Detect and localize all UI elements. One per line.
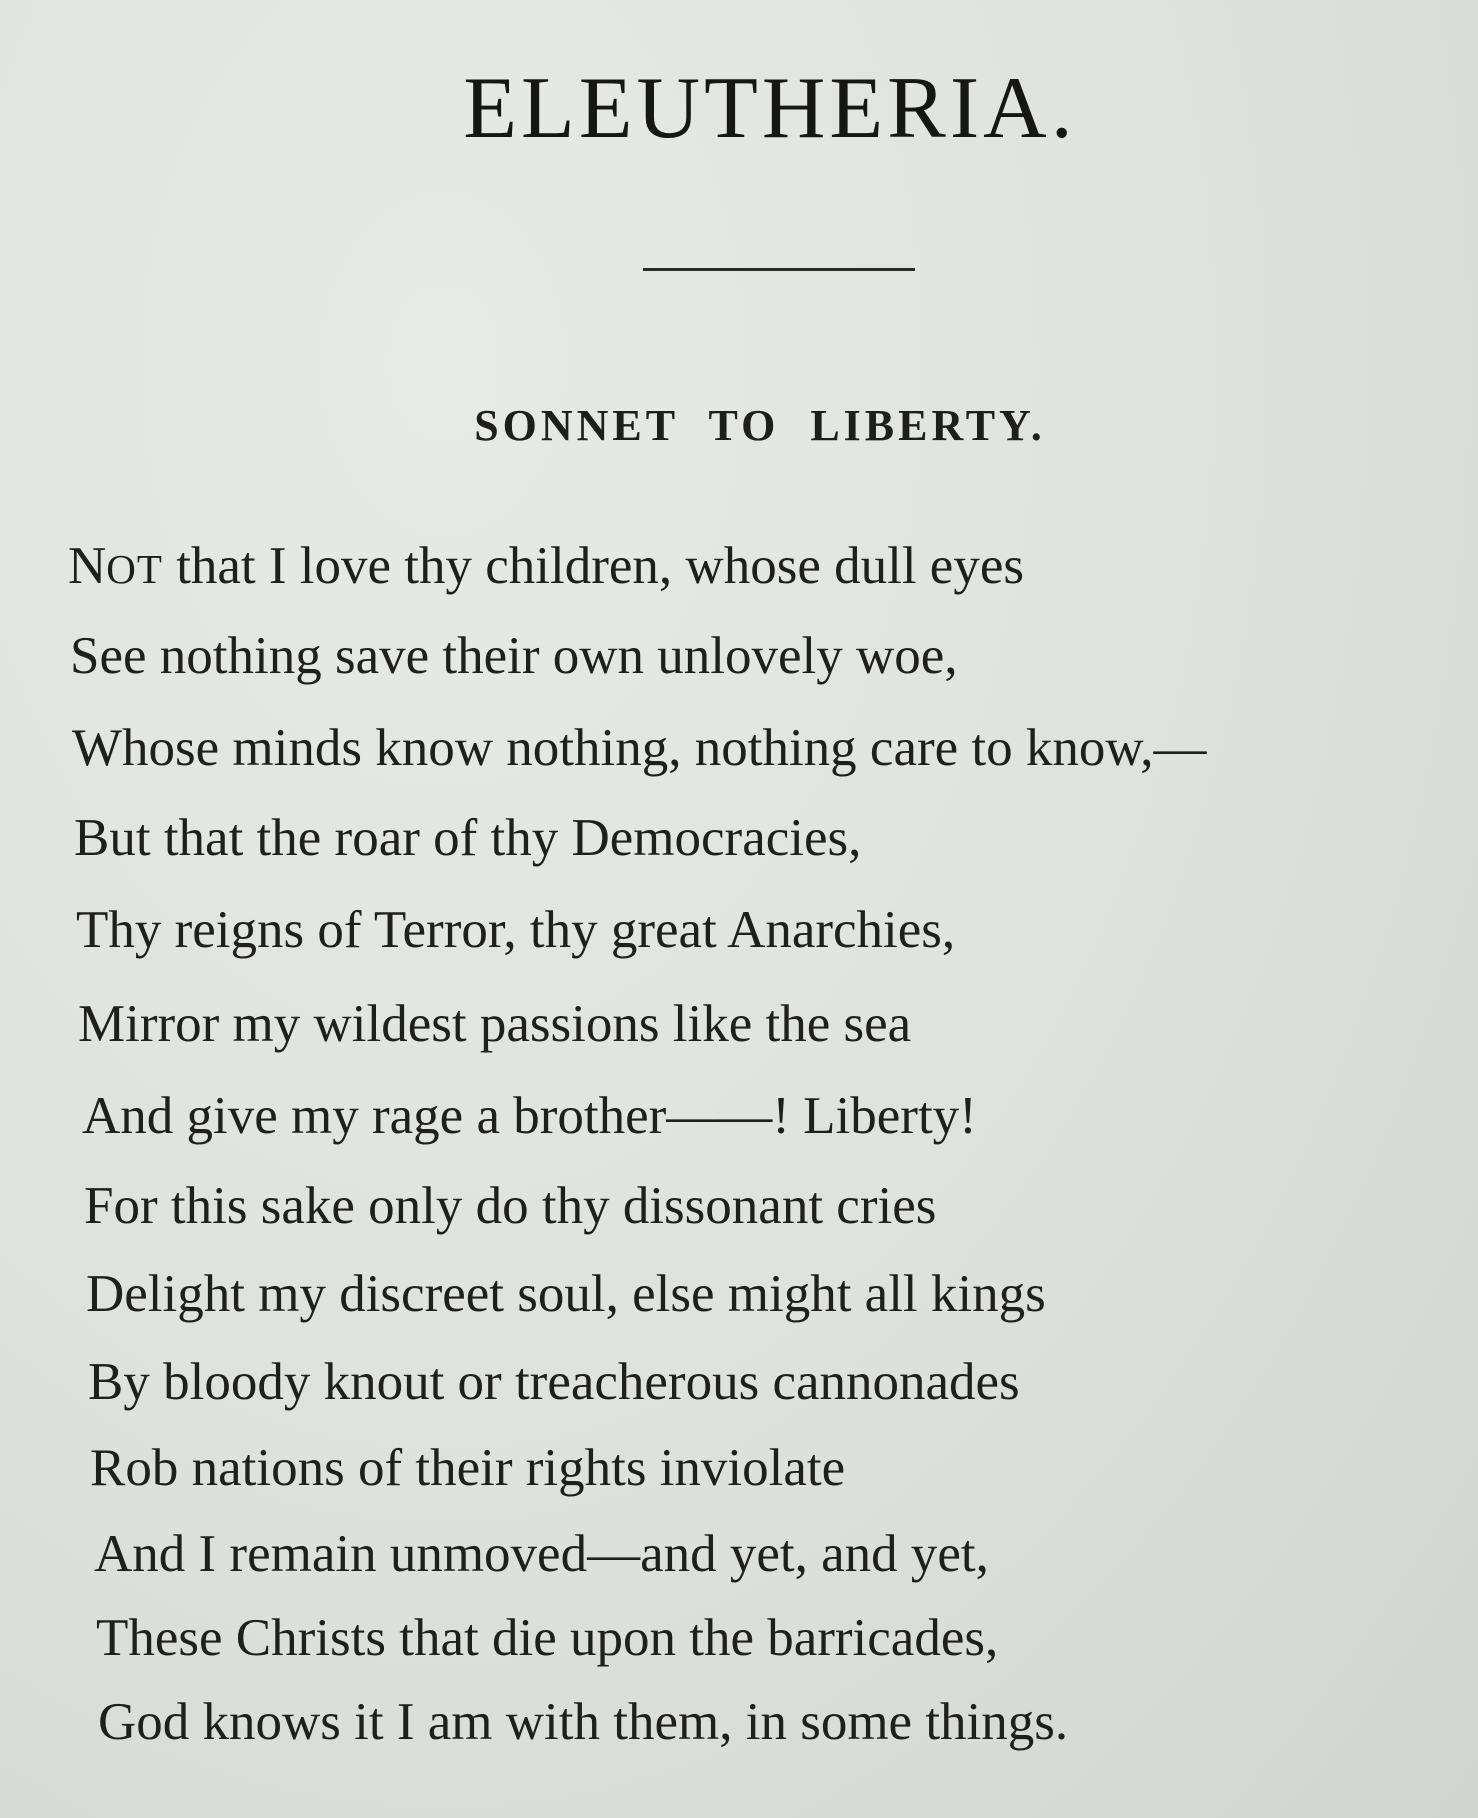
- poem-line-4: But that the roar of thy Democracies,: [74, 809, 862, 867]
- poem-line-3: Whose minds know nothing, nothing care to know,—: [72, 719, 1207, 777]
- poem-line-2: See nothing save their own unlovely woe,: [70, 627, 958, 685]
- page-title: ELEUTHERIA.: [463, 60, 1077, 157]
- poem-line-13: These Christs that die upon the barricades,: [96, 1609, 999, 1667]
- poem-title: SONNET TO LIBERTY.: [474, 401, 1046, 450]
- poem-line-6: Mirror my wildest passions like the sea: [78, 995, 912, 1053]
- poem-line-1: [68, 537, 1024, 595]
- poem-line-12: And I remain unmoved—and yet, and yet,: [94, 1525, 989, 1583]
- poem-line-8: For this sake only do thy dissonant cries: [84, 1177, 937, 1235]
- poem-line-10: By bloody knout or treacherous cannonades: [88, 1353, 1020, 1411]
- poem-line-11: Rob nations of their rights inviolate: [90, 1439, 846, 1497]
- poem-line-14: God knows it I am with them, in some things.: [98, 1693, 1069, 1751]
- small-caps-rest: OT: [106, 546, 163, 592]
- poem-line-5: Thy reigns of Terror, thy great Anarchies,: [76, 901, 956, 959]
- poem-line-7: And give my rage a brother——! Liberty!: [82, 1087, 977, 1145]
- poem-line-9: Delight my discreet soul, else might all kings: [86, 1265, 1046, 1323]
- drop-initial: N: [68, 537, 107, 595]
- line-text: that I love thy children, whose dull eyes: [162, 537, 1024, 595]
